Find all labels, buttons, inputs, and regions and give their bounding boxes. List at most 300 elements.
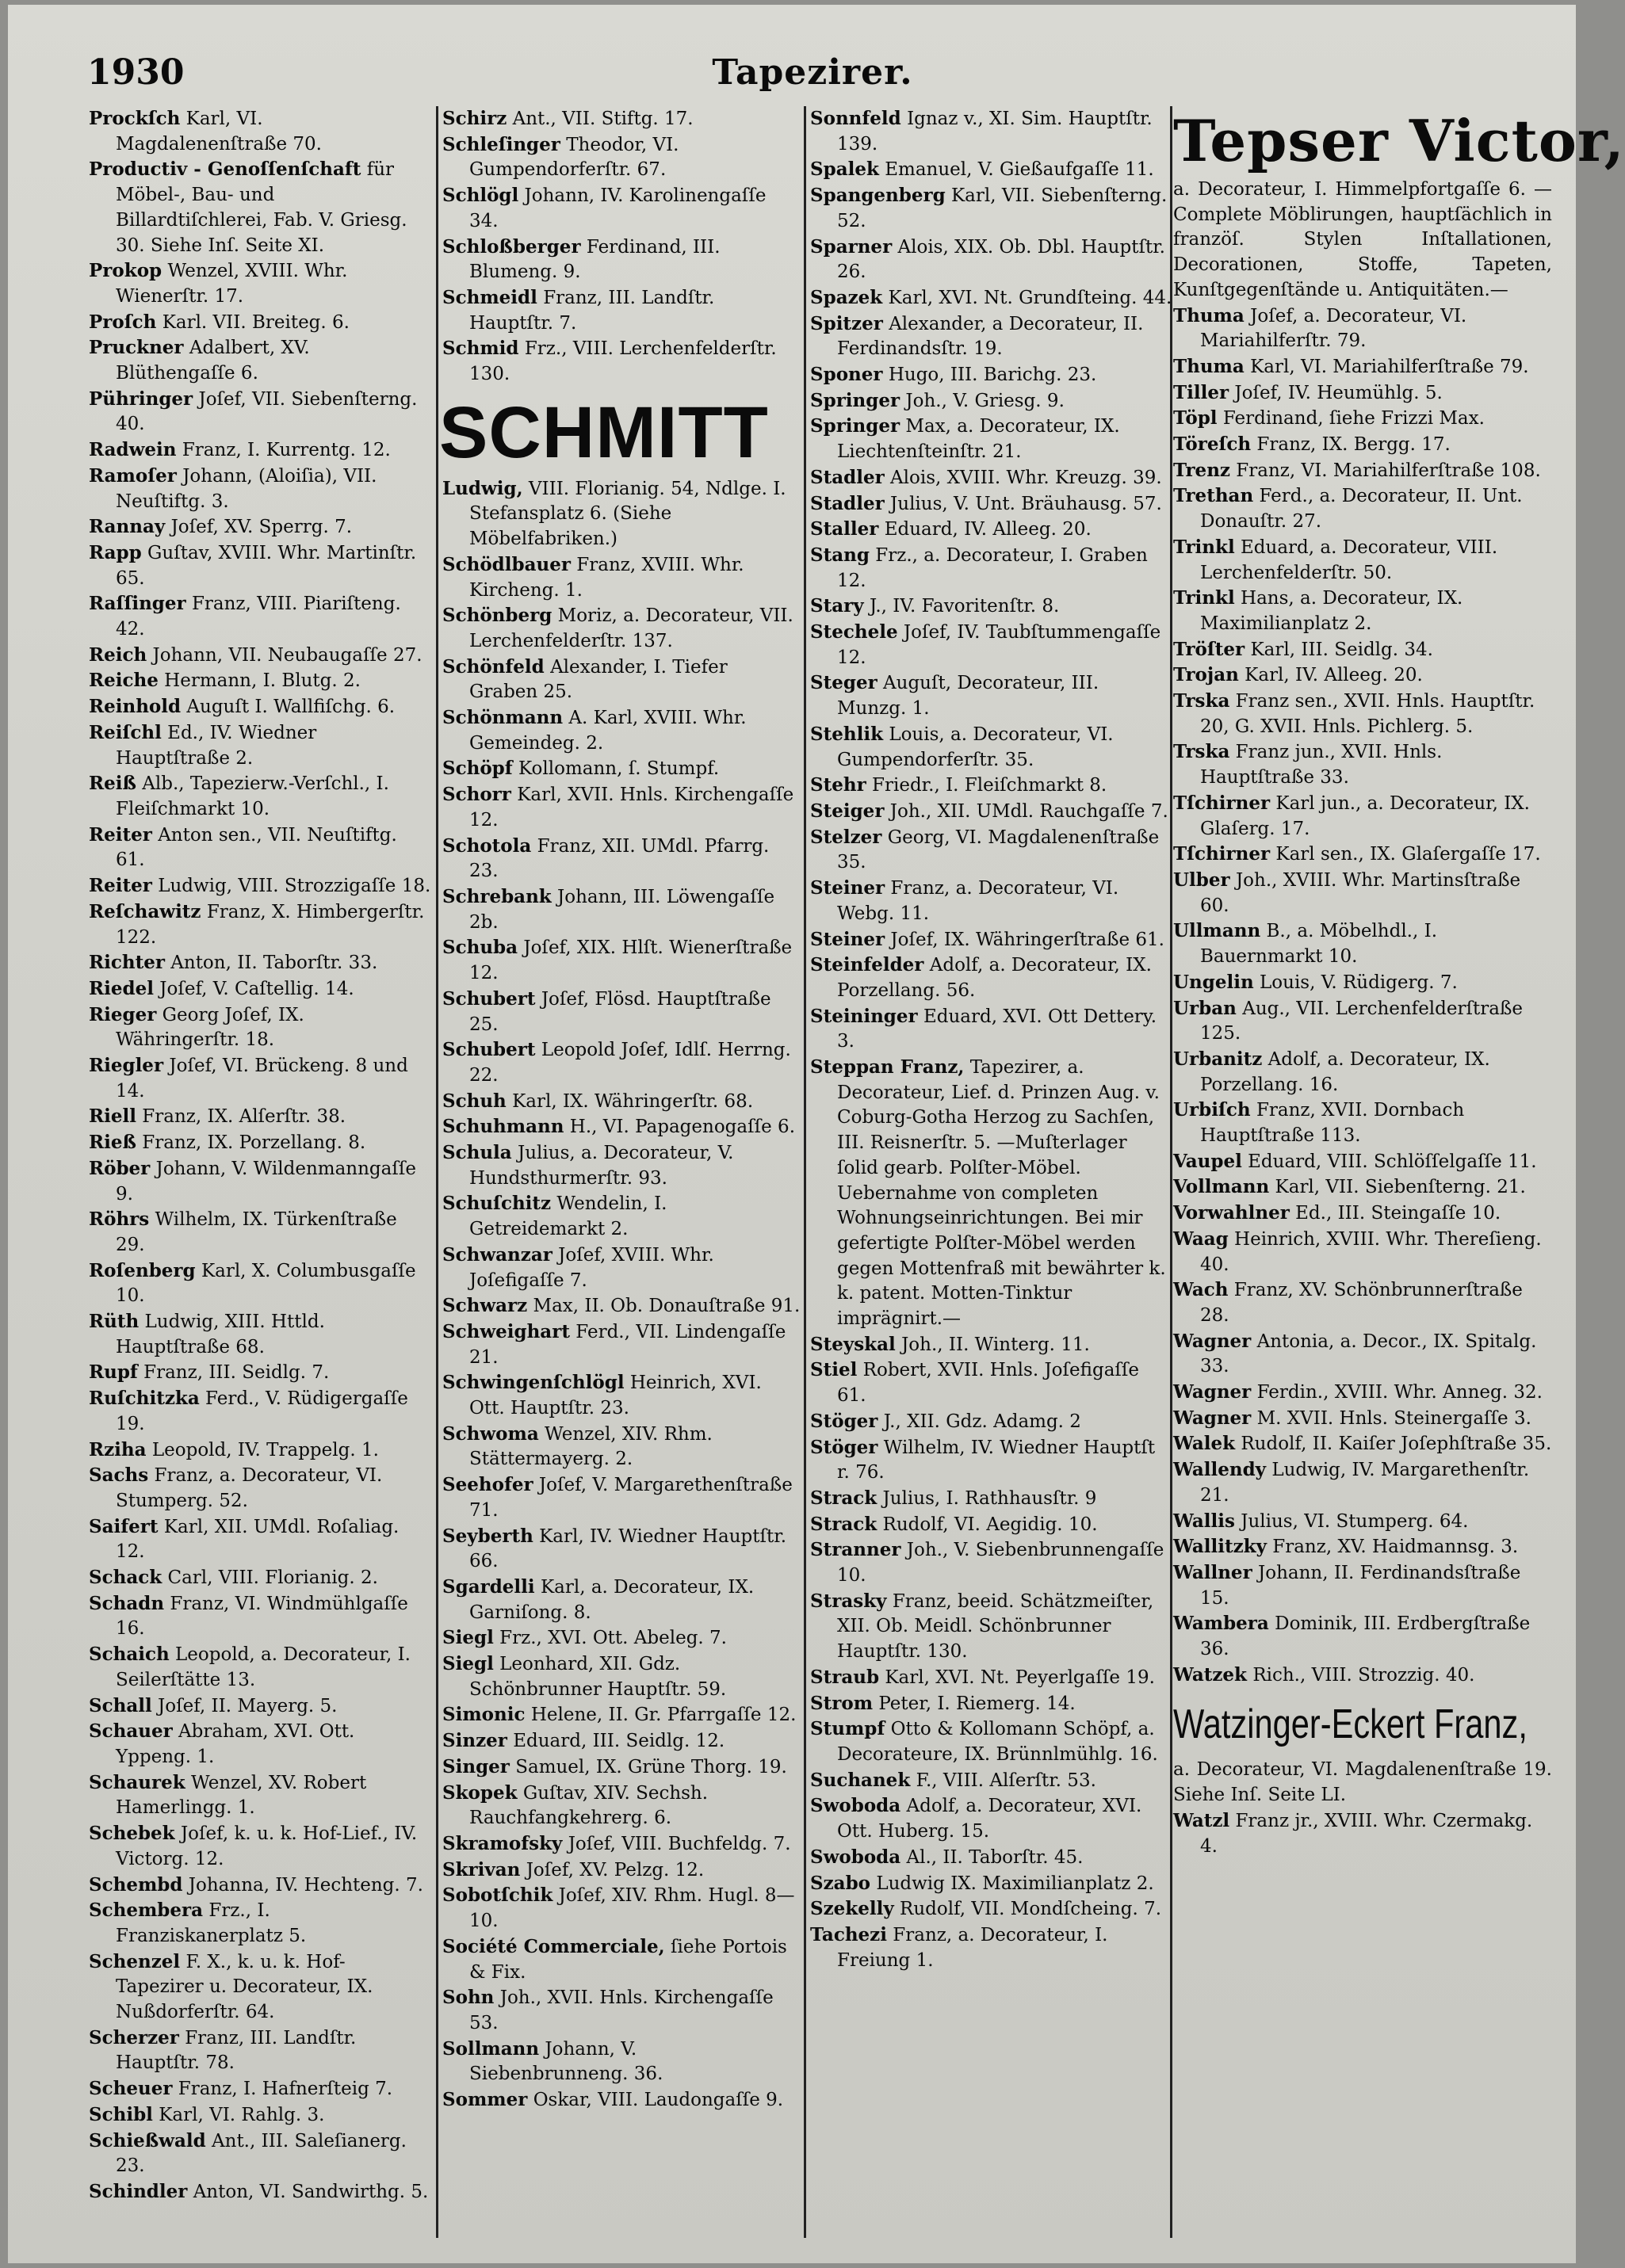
directory-entry bbox=[89, 1898, 431, 1949]
directory-entry bbox=[1173, 1663, 1552, 1689]
entry-name: Schubert bbox=[442, 1039, 536, 1061]
entry-text: Wenzel, XVIII. Whr. Wienerſtr. 17. bbox=[116, 261, 348, 307]
directory-entry bbox=[1173, 739, 1552, 790]
directory-entry bbox=[89, 720, 431, 771]
entry-name: Pühringer bbox=[89, 388, 193, 410]
directory-entry bbox=[1173, 1227, 1552, 1277]
entry-name: Steinfelder bbox=[810, 954, 924, 976]
entry-text: Joſef, VIII. Buchfeldg. 7. bbox=[568, 1834, 791, 1854]
entry-list bbox=[1173, 1808, 1552, 1859]
entry-name: Saifert bbox=[89, 1515, 159, 1537]
entry-name: Schwingenſchlögl bbox=[442, 1372, 625, 1394]
directory-entry bbox=[89, 1002, 431, 1053]
entry-name: Rannay bbox=[89, 516, 166, 538]
entry-text: Joh., XVIII. Whr. Martinsſtraße 60. bbox=[1200, 869, 1521, 916]
entry-text: Leopold, IV. Trappelg. 1. bbox=[151, 1439, 379, 1460]
directory-entry bbox=[1173, 662, 1552, 689]
entry-text: Joh., II. Winterg. 11. bbox=[901, 1334, 1090, 1355]
entry-name: Strack bbox=[810, 1513, 878, 1535]
entry-text: Dominik, III. Erdbergſtraße 36. bbox=[1200, 1613, 1531, 1660]
entry-text: Georg Joſef, IX. Währingerſtr. 18. bbox=[116, 1004, 304, 1051]
directory-entry bbox=[442, 2087, 801, 2113]
entry-text: Julius, V. Unt. Bräuhausg. 57. bbox=[890, 493, 1162, 514]
entry-text: Franz, VI. Windmühlgaſſe 16. bbox=[116, 1593, 408, 1640]
entry-list bbox=[810, 106, 1173, 1973]
directory-entry bbox=[89, 310, 431, 336]
entry-text: M. XVII. Hnls. Steinergaſſe 3. bbox=[1256, 1407, 1531, 1429]
entry-name: Ulber bbox=[1173, 869, 1230, 891]
entry-text: Joſef, IV. Taubſtummengaſſe 12. bbox=[837, 622, 1161, 668]
entry-name: Schmid bbox=[442, 338, 519, 360]
entry-name: Thuma bbox=[1173, 355, 1245, 377]
directory-entry bbox=[89, 106, 431, 157]
entry-text: Joſef, XV. Sperrg. 7. bbox=[170, 517, 353, 538]
directory-entry bbox=[442, 1702, 801, 1728]
directory-entry bbox=[810, 491, 1173, 517]
entry-name: Schönfeld bbox=[442, 655, 545, 678]
directory-entry bbox=[89, 464, 431, 514]
entry-name: Rupf bbox=[89, 1361, 138, 1384]
directory-entry bbox=[810, 517, 1173, 543]
entry-name: Stary bbox=[810, 595, 864, 617]
entry-text: Franz jr., XVIII. Whr. Czermakg. 4. bbox=[1200, 1810, 1533, 1857]
entry-text: VIII. Florianig. 54, Ndlge. I. Stefansplatz 6. (Siehe Möbelfabriken.) bbox=[469, 478, 786, 550]
entry-name: Suchanek bbox=[810, 1769, 911, 1791]
directory-entry bbox=[810, 1435, 1173, 1486]
entry-text: Wilhelm, IV. Wiedner Hauptſt r. 76. bbox=[837, 1437, 1156, 1483]
directory-entry bbox=[442, 1243, 801, 1293]
directory-entry bbox=[1173, 432, 1552, 458]
entry-name: Schebek bbox=[89, 1823, 175, 1845]
directory-entry bbox=[1173, 1174, 1552, 1201]
entry-text: Karl, VI. Magdalenenſtraße 70. bbox=[116, 109, 322, 155]
entry-name: Sachs bbox=[89, 1464, 149, 1487]
entry-name: Siegl bbox=[442, 1653, 494, 1675]
entry-name: Riedel bbox=[89, 977, 154, 999]
entry-name: Schwanzar bbox=[442, 1243, 552, 1266]
entry-name: Waag bbox=[1173, 1228, 1229, 1250]
entry-text: Karl, XVII. Hnls. Kirchengaſſe 12. bbox=[469, 785, 794, 830]
directory-entry bbox=[442, 884, 801, 935]
entry-text: Karl, IV. Alleeg. 20. bbox=[1245, 665, 1423, 686]
entry-name: Scherzer bbox=[89, 2026, 179, 2048]
entry-name: Prockſch bbox=[89, 108, 181, 129]
directory-entry bbox=[810, 1845, 1173, 1871]
entry-name: Reinhold bbox=[89, 696, 182, 718]
directory-entry bbox=[810, 1332, 1173, 1358]
entry-name: Schorr bbox=[442, 784, 511, 806]
directory-entry bbox=[442, 132, 801, 183]
directory-entry bbox=[810, 465, 1173, 491]
entry-name: Schloßberger bbox=[442, 235, 581, 258]
directory-entry bbox=[810, 1357, 1173, 1408]
entry-name: Wach bbox=[1173, 1279, 1229, 1301]
directory-entry bbox=[442, 1370, 801, 1421]
entry-text: Julius, a. Decorateur, V. Hundsthurmerſtr. 93. bbox=[469, 1143, 734, 1189]
entry-text: Wilhelm, IX. Türkenſtraße 29. bbox=[116, 1209, 397, 1255]
entry-text: Leopold, a. Decorateur, I. Seilerſtätte 13. bbox=[116, 1644, 411, 1690]
entry-text: Heinrich, XVIII. Whr. Thereſieng. 40. bbox=[1200, 1228, 1542, 1275]
directory-entry bbox=[810, 362, 1173, 388]
directory-entry bbox=[89, 387, 431, 437]
entry-name: Straub bbox=[810, 1666, 880, 1688]
entry-name: Productiv - Genoſſenſchaft bbox=[89, 158, 361, 181]
entry-text: Johann, III. Löwengaſſe 2b. bbox=[469, 886, 775, 933]
entry-text: Heinrich, XVI. Ott. Hauptſtr. 23. bbox=[469, 1373, 762, 1419]
entry-text: Tapezirer, a. Decorateur, Lief. d. Prinzen Aug. v. Coburg-Gotha Herzog zu Sachſen, III. Reisnerſtr. 5. —Muſterlager ſolid gearb. Polſter-Möbel. Uebernahme von completen Wohnungseinrichtungen. Bei mir gefertigte Polſter-Möbel werden gegen Mottenfraß mit bewährter k. k. patent. Motten-Tinktur imprägnirt.— bbox=[837, 1057, 1166, 1330]
entry-text: Johanna, IV. Hechteng. 7. bbox=[188, 1874, 423, 1896]
directory-entry bbox=[1173, 689, 1552, 739]
entry-name: Scheuer bbox=[89, 2078, 173, 2100]
entry-text: Joſef, a. Decorateur, VI. Mariahilferſtr. 79. bbox=[1200, 305, 1467, 352]
entry-text: Johann, (Aloiſia), VII. Neuſtiftg. 3. bbox=[116, 465, 377, 512]
directory-entry bbox=[442, 1293, 801, 1319]
entry-text: Julius, I. Rathhausſtr. 9 bbox=[882, 1487, 1097, 1509]
directory-entry bbox=[89, 823, 431, 873]
directory-entry bbox=[89, 1104, 431, 1130]
entry-name: Schauer bbox=[89, 1720, 173, 1743]
directory-entry bbox=[442, 935, 801, 986]
entry-name: Wagner bbox=[1173, 1407, 1252, 1429]
schmitt-advert-title: SCHMITT bbox=[439, 391, 769, 473]
entry-text: Alexander, I. Tiefer Graben 25. bbox=[469, 656, 728, 703]
entry-text: Emanuel, V. Gießaufgaſſe 11. bbox=[885, 159, 1154, 181]
entry-name: Stiel bbox=[810, 1359, 858, 1381]
entry-text: Auguſt, Decorateur, III. Munzg. 1. bbox=[837, 673, 1099, 720]
directory-entry bbox=[1173, 1808, 1552, 1859]
entry-text: Johann, V. Wildenmanngaſſe 9. bbox=[116, 1158, 416, 1205]
entry-text: Joh., XVII. Hnls. Kirchengaſſe 53. bbox=[469, 1987, 774, 2033]
entry-text: Ignaz v., XI. Sim. Hauptſtr. 139. bbox=[837, 109, 1153, 155]
entry-name: Trethan bbox=[1173, 485, 1254, 507]
entry-name: Schrebank bbox=[442, 885, 552, 907]
entry-name: Schleſinger bbox=[442, 133, 560, 155]
entry-text: F. X., k. u. k. Hof-Tapezirer u. Decorateur, IX. Nußdorferſtr. 64. bbox=[116, 1951, 373, 2023]
entry-name: Schwoma bbox=[442, 1422, 539, 1445]
entry-text: Joſef, XVIII. Whr. Joſefigaſſe 7. bbox=[469, 1244, 714, 1291]
entry-name: Schibl bbox=[89, 2103, 153, 2125]
entry-text: Franz, IX. Porzellang. 8. bbox=[142, 1132, 366, 1154]
directory-entry bbox=[1173, 458, 1552, 484]
directory-entry bbox=[1173, 380, 1552, 407]
directory-entry bbox=[89, 1873, 431, 1899]
entry-name: Schwarz bbox=[442, 1295, 528, 1317]
entry-name: Trojan bbox=[1173, 664, 1239, 686]
directory-entry bbox=[442, 1140, 801, 1191]
entry-text: Franz, VI. Mariahilferſtraße 108. bbox=[1236, 460, 1541, 481]
entry-name: Spazek bbox=[810, 286, 883, 308]
directory-entry bbox=[442, 1114, 801, 1140]
entry-name: Spalek bbox=[810, 158, 879, 181]
entry-name: Steininger bbox=[810, 1005, 918, 1027]
entry-name: Riegler bbox=[89, 1055, 164, 1077]
entry-text: Max, II. Ob. Donauſtraße 91. bbox=[533, 1296, 801, 1317]
entry-text: Antonia, a. Decor., IX. Spitalg. 33. bbox=[1200, 1331, 1537, 1377]
entry-name: Steiner bbox=[810, 877, 885, 899]
entry-name: Steiner bbox=[810, 928, 885, 950]
directory-entry bbox=[810, 1716, 1173, 1767]
entry-name: Staller bbox=[810, 518, 879, 540]
entry-text: Ferdinand, III. Blumeng. 9. bbox=[469, 236, 721, 283]
directory-entry bbox=[442, 705, 801, 756]
entry-text: Max, a. Decorateur, IX. Liechtenſteinſtr. 21. bbox=[837, 416, 1120, 463]
directory-entry bbox=[1173, 970, 1552, 996]
entry-text: Ed., IV. Wiedner Hauptſtraße 2. bbox=[116, 722, 317, 769]
entry-text: Karl, a. Decorateur, IX. Garniſong. 8. bbox=[469, 1576, 755, 1623]
directory-entry bbox=[89, 1207, 431, 1258]
entry-name: Tröſter bbox=[1173, 638, 1245, 660]
directory-entry bbox=[442, 782, 801, 833]
entry-text: Karl jun., a. Decorateur, IX. Glaſerg. 17. bbox=[1200, 792, 1530, 839]
directory-entry bbox=[89, 335, 431, 386]
directory-entry bbox=[89, 1514, 431, 1565]
entry-list bbox=[442, 106, 801, 388]
directory-entry bbox=[442, 834, 801, 884]
entry-text: Carl, VIII. Florianig. 2. bbox=[167, 1567, 378, 1589]
entry-name: Schack bbox=[89, 1567, 162, 1589]
directory-entry bbox=[1173, 842, 1552, 868]
entry-name: Schönmann bbox=[442, 707, 564, 729]
entry-text: Rudolf, VII. Mondſcheing. 7. bbox=[900, 1899, 1162, 1920]
directory-entry bbox=[442, 1754, 801, 1781]
entry-text: Adolf, a. Decorateur, IX. Porzellang. 56. bbox=[837, 955, 1152, 1001]
entry-name: Wagner bbox=[1173, 1381, 1252, 1403]
entry-name: Stöger bbox=[810, 1410, 878, 1432]
entry-text: Ludwig IX. Maximilianplatz 2. bbox=[876, 1873, 1154, 1894]
entry-name: Vaupel bbox=[1173, 1150, 1242, 1172]
entry-text: Joſef, IV. Heumühlg. 5. bbox=[1234, 382, 1443, 403]
entry-text: Julius, VI. Stumperg. 64. bbox=[1241, 1510, 1469, 1532]
directory-entry bbox=[810, 620, 1173, 670]
entry-text: Otto & Kollomann Schöpf, a. Decorateure, IX. Brünnlmühlg. 16. bbox=[837, 1719, 1158, 1765]
entry-text: Karl, VI. Mariahilferſtraße 79. bbox=[1250, 356, 1529, 377]
entry-name: Töreſch bbox=[1173, 433, 1252, 456]
directory-entry bbox=[1173, 1560, 1552, 1611]
entry-name: Schaurek bbox=[89, 1771, 185, 1793]
entry-text: Eduard, VIII. Schlöſſelgaſſe 11. bbox=[1248, 1151, 1537, 1172]
entry-name: Urbiſch bbox=[1173, 1099, 1251, 1121]
entry-name: Skopek bbox=[442, 1781, 518, 1804]
entry-name: Seyberth bbox=[442, 1525, 533, 1547]
entry-text: Ludwig, VIII. Strozzigaſſe 18. bbox=[158, 876, 431, 897]
entry-text: Franz, XVIII. Whr. Kircheng. 1. bbox=[469, 554, 744, 601]
entry-text: Frz., XVI. Ott. Abeleg. 7. bbox=[499, 1628, 727, 1649]
entry-name: Rieger bbox=[89, 1003, 157, 1025]
entry-name: Schembd bbox=[89, 1873, 183, 1896]
directory-entry bbox=[89, 1693, 431, 1720]
directory-entry bbox=[442, 1422, 801, 1472]
directory-entry bbox=[1173, 586, 1552, 636]
column-rule bbox=[436, 106, 438, 2238]
directory-entry bbox=[810, 722, 1173, 773]
column-rule bbox=[804, 106, 806, 2238]
entry-name: Reich bbox=[89, 643, 147, 666]
entry-name: Wallner bbox=[1173, 1561, 1252, 1583]
entry-name: Rieß bbox=[89, 1132, 136, 1154]
entry-text: Kollomann, ſ. Stumpf. bbox=[518, 758, 720, 780]
entry-name: Swoboda bbox=[810, 1795, 901, 1817]
entry-text: Joh., V. Siebenbrunnengaſſe 10. bbox=[837, 1540, 1164, 1586]
entry-name: Trenz bbox=[1173, 459, 1230, 481]
entry-name: Wallitzky bbox=[1173, 1536, 1267, 1558]
entry-text: Joſef, IX. Währingerſtraße 61. bbox=[890, 929, 1164, 950]
entry-text: Hermann, I. Blutg. 2. bbox=[164, 670, 361, 692]
directory-entry bbox=[89, 1463, 431, 1514]
directory-entry bbox=[810, 1512, 1173, 1538]
entry-list bbox=[442, 552, 801, 2113]
column-1 bbox=[89, 106, 431, 2246]
directory-entry bbox=[810, 1922, 1173, 1973]
directory-entry bbox=[89, 2026, 431, 2076]
entry-text: Frz., VIII. Lerchenfelderſtr. 130. bbox=[469, 338, 777, 385]
entry-name: Schlögl bbox=[442, 185, 519, 207]
directory-entry bbox=[810, 1871, 1173, 1897]
entry-text: Ferdin., XVIII. Whr. Anneg. 32. bbox=[1256, 1382, 1543, 1403]
directory-entry bbox=[442, 1831, 801, 1858]
entry-text: Guſtav, XVIII. Whr. Martinſtr. 65. bbox=[116, 542, 417, 589]
entry-name: Urban bbox=[1173, 997, 1237, 1019]
entry-name: Radwein bbox=[89, 439, 177, 461]
entry-text: Johann, V. Siebenbrunneng. 36. bbox=[469, 2038, 663, 2085]
entry-text: Franz, VIII. Piariſteng. 42. bbox=[116, 594, 401, 640]
entry-text: Frz., a. Decorateur, I. Graben 12. bbox=[837, 544, 1148, 591]
entry-text: F., VIII. Alſerſtr. 53. bbox=[916, 1770, 1096, 1791]
watzinger-advert-text: a. Decorateur, VI. Magdalenenſtraße 19. Siehe Inſ. Seite LI. bbox=[1173, 1759, 1552, 1806]
entry-name: Trinkl bbox=[1173, 536, 1235, 558]
entry-text: Hugo, III. Barichg. 23. bbox=[888, 365, 1097, 386]
entry-name: Steger bbox=[810, 672, 878, 694]
directory-entry bbox=[810, 1896, 1173, 1922]
entry-list bbox=[89, 106, 431, 2205]
entry-name: Schöpf bbox=[442, 758, 513, 780]
directory-entry bbox=[89, 437, 431, 464]
entry-name: Sohn bbox=[442, 1987, 495, 2009]
directory-entry bbox=[442, 235, 801, 285]
entry-name: Stöger bbox=[810, 1436, 878, 1458]
directory-entry bbox=[89, 1156, 431, 1207]
column-3 bbox=[810, 106, 1173, 2246]
directory-entry bbox=[442, 1319, 801, 1370]
directory-entry bbox=[442, 336, 801, 387]
directory-entry bbox=[89, 1719, 431, 1770]
entry-name: Töpl bbox=[1173, 407, 1218, 430]
directory-entry bbox=[810, 1055, 1173, 1332]
entry-text: Joſef, Flösd. Hauptſtraße 25. bbox=[469, 988, 771, 1035]
entry-name: Schuh bbox=[442, 1090, 507, 1112]
entry-name: Schuba bbox=[442, 937, 518, 959]
entry-text: Ludwig, XIII. Httld. Hauptſtraße 68. bbox=[116, 1312, 325, 1357]
entry-text: Abraham, XVI. Ott. Yppeng. 1. bbox=[116, 1721, 355, 1767]
entry-text: Aug., VII. Lerchenfelderſtraße 125. bbox=[1200, 998, 1523, 1044]
directory-entry bbox=[1173, 1380, 1552, 1406]
entry-text: Auguſt I. Wallfiſchg. 6. bbox=[186, 697, 396, 718]
entry-text: Karl, XVI. Nt. Peyerlgaſſe 19. bbox=[885, 1667, 1155, 1688]
entry-name: Stelzer bbox=[810, 826, 882, 848]
entry-text: Peter, I. Riemerg. 14. bbox=[878, 1693, 1076, 1714]
directory-entry bbox=[89, 540, 431, 591]
entry-text: A. Karl, XVIII. Whr. Gemeindeg. 2. bbox=[469, 708, 747, 754]
entry-name: Sinzer bbox=[442, 1730, 507, 1752]
entry-name: Siegl bbox=[442, 1627, 494, 1649]
directory-entry bbox=[442, 183, 801, 234]
entry-text: Alexander, a Decorateur, II. Ferdinandsſtr. 19. bbox=[837, 313, 1144, 360]
directory-entry bbox=[1173, 1201, 1552, 1227]
entry-name: Stehr bbox=[810, 774, 866, 796]
directory-entry bbox=[810, 414, 1173, 464]
directory-entry bbox=[89, 668, 431, 694]
entry-name: Strack bbox=[810, 1487, 878, 1509]
entry-text: Franz, IX. Bergg. 17. bbox=[1256, 434, 1451, 456]
directory-entry bbox=[442, 1625, 801, 1651]
entry-name: Walek bbox=[1173, 1433, 1236, 1455]
entry-text: Ludwig, IV. Margarethenſtr. 21. bbox=[1200, 1460, 1530, 1506]
directory-entry bbox=[810, 1768, 1173, 1794]
entry-text: Hans, a. Decorateur, IX. Maximilianplatz 2. bbox=[1200, 588, 1463, 634]
directory-entry bbox=[89, 1591, 431, 1642]
entry-name: Trska bbox=[1173, 690, 1230, 712]
entry-text: Helene, II. Gr. Pfarrgaſſe 12. bbox=[530, 1705, 797, 1726]
entry-name: Ruſchitzka bbox=[89, 1388, 200, 1410]
entry-text: Karl, III. Seidlg. 34. bbox=[1250, 639, 1433, 660]
directory-entry bbox=[1173, 535, 1552, 586]
entry-name: Reiche bbox=[89, 670, 159, 692]
entry-text: Joſef, VI. Brückeng. 8 und 14. bbox=[116, 1056, 408, 1102]
entry-text: Franz, XV. Haidmannsg. 3. bbox=[1272, 1537, 1519, 1558]
entry-name: Sobotſchik bbox=[442, 1884, 553, 1907]
entry-name: Spitzer bbox=[810, 312, 883, 334]
directory-entry bbox=[89, 976, 431, 1002]
entry-text: Joh., XII. UMdl. Rauchgaſſe 7. bbox=[889, 800, 1168, 822]
directory-entry bbox=[442, 552, 801, 603]
directory-entry bbox=[89, 899, 431, 950]
entry-name: Schotola bbox=[442, 834, 532, 857]
column-4 bbox=[1173, 106, 1625, 2246]
directory-entry bbox=[810, 183, 1173, 234]
entry-text: Alois, XIX. Ob. Dbl. Hauptſtr. 26. bbox=[837, 236, 1165, 283]
entry-name: Skrivan bbox=[442, 1858, 521, 1880]
directory-entry bbox=[89, 694, 431, 720]
entry-name: Stranner bbox=[810, 1539, 901, 1561]
directory-entry bbox=[89, 643, 431, 669]
directory-entry bbox=[1173, 868, 1552, 918]
entry-text: Theodor, VI. Gumpendorferſtr. 67. bbox=[469, 134, 679, 181]
entry-name: Schadn bbox=[89, 1592, 165, 1614]
directory-entry bbox=[810, 1004, 1173, 1055]
directory-entry bbox=[810, 927, 1173, 953]
directory-entry bbox=[810, 1409, 1173, 1435]
entry-name: Société Commerciale, bbox=[442, 1935, 665, 1957]
entry-name: Stadler bbox=[810, 466, 885, 488]
entry-name: Wallis bbox=[1173, 1510, 1235, 1532]
entry-name: Vollmann bbox=[1173, 1176, 1270, 1198]
entry-name: Steppan Franz, bbox=[810, 1056, 965, 1079]
directory-entry bbox=[810, 235, 1173, 285]
entry-name: Ramoſer bbox=[89, 464, 177, 487]
entry-name: Springer bbox=[810, 389, 900, 411]
entry-name: Proſch bbox=[89, 311, 157, 333]
entry-text: Leonhard, XII. Gdz. Schönbrunner Hauptſtr. 59. bbox=[469, 1654, 727, 1700]
entry-name: Rziha bbox=[89, 1438, 147, 1460]
entry-text: Franz, a. Decorateur, VI. Stumperg. 52. bbox=[116, 1465, 383, 1511]
entry-text: Anton, II. Taborſtr. 33. bbox=[170, 953, 378, 974]
entry-name: Wagner bbox=[1173, 1330, 1252, 1352]
entry-text: Frz., I. Franziskanerplatz 5. bbox=[116, 1900, 307, 1946]
entry-text: Ferdinand, ſiehe Frizzi Max. bbox=[1222, 408, 1485, 430]
directory-entry bbox=[810, 311, 1173, 362]
entry-name: Vorwahlner bbox=[1173, 1202, 1290, 1224]
entry-text: Karl sen., IX. Glaſergaſſe 17. bbox=[1275, 844, 1541, 865]
directory-entry bbox=[1173, 1457, 1552, 1508]
